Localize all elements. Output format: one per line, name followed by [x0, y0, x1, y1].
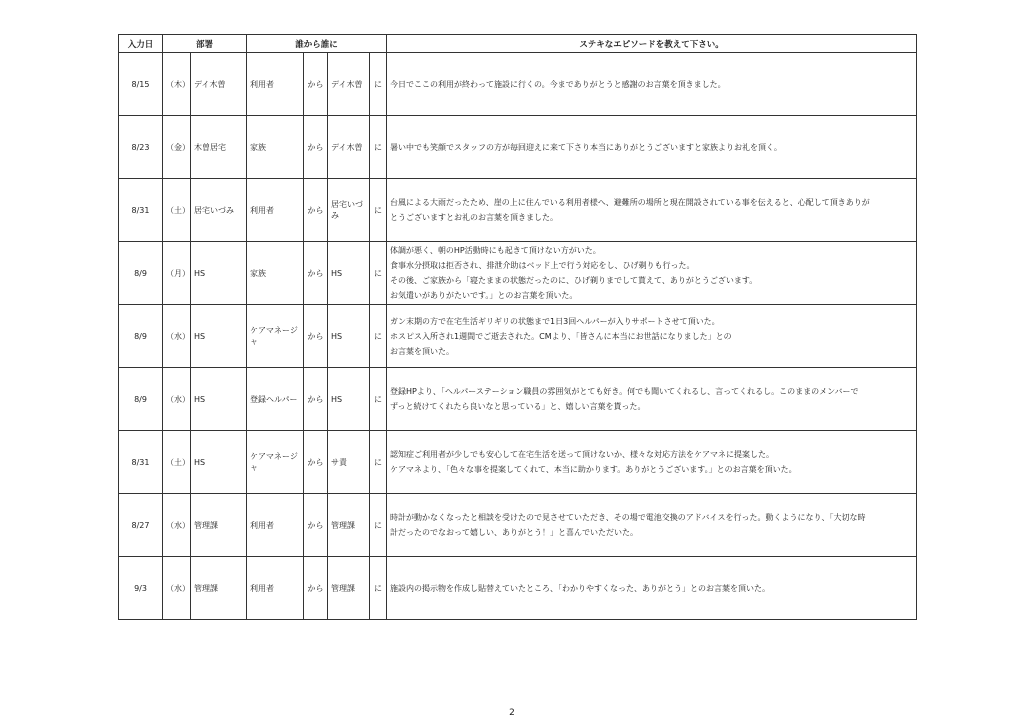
row-from-marker: から — [304, 116, 328, 179]
row-department: 管理課 — [191, 557, 247, 620]
episode-line: その後、ご家族から「寝たままの状態だったのに、ひげ剃りまでして貰えて、ありがとうございます。 — [390, 276, 758, 285]
row-episode — [387, 305, 917, 368]
header-date: 入力日 — [119, 35, 163, 53]
episode-line: 計だったのでなおって嬉しい、ありがとう！」と喜んでいただいた。 — [390, 528, 639, 537]
row-from-marker: から — [304, 53, 328, 116]
episode-line: とうございますとお礼のお言葉を頂きました。 — [390, 213, 559, 222]
row-weekday: （水） — [163, 557, 191, 620]
header-department: 部署 — [163, 35, 247, 53]
row-from: 利用者 — [247, 557, 304, 620]
table-row — [119, 242, 917, 305]
episode-line: 今日でここの利用が終わって施設に行くの。今までありがとうと感謝のお言葉を頂きました。 — [390, 79, 726, 89]
row-to-marker: に — [370, 431, 387, 494]
row-to: 居宅いづみ — [328, 179, 370, 242]
row-date: 8/23 — [119, 116, 163, 179]
row-to: デイ木曽 — [328, 53, 370, 116]
row-weekday: （土） — [163, 431, 191, 494]
row-to-marker: に — [370, 557, 387, 620]
header-row — [119, 35, 917, 53]
episode-line: 暑い中でも笑顔でスタッフの方が毎回迎えに来て下さり本当にありがとうございますと家族よりお礼を頂く。 — [390, 142, 782, 152]
row-from-marker: から — [304, 179, 328, 242]
page-number: 2 — [509, 708, 515, 718]
row-from-marker: から — [304, 368, 328, 431]
row-department: HS — [191, 431, 247, 494]
header-who: 誰から誰に — [247, 35, 387, 53]
row-department: 管理課 — [191, 494, 247, 557]
row-date: 9/3 — [119, 557, 163, 620]
row-date: 8/9 — [119, 368, 163, 431]
row-episode — [387, 431, 917, 494]
row-to-marker: に — [370, 242, 387, 305]
row-from-marker: から — [304, 242, 328, 305]
table-row — [119, 494, 917, 557]
row-to-marker: に — [370, 179, 387, 242]
episode-table — [118, 34, 917, 620]
row-episode — [387, 53, 917, 116]
episode-line: 台風による大雨だったため、崖の上に住んでいる利用者様へ、避難所の場所と現在開設されている事を伝えると、心配して頂きありが — [390, 198, 870, 207]
row-from-marker: から — [304, 305, 328, 368]
row-from-marker: から — [304, 494, 328, 557]
table-row — [119, 53, 917, 116]
row-from-marker: から — [304, 431, 328, 494]
row-to: サ責 — [328, 431, 370, 494]
table-row — [119, 431, 917, 494]
episode-line: 体調が悪く、朝のHP活動時にも起きて頂けない方がいた。 — [390, 246, 601, 255]
row-episode — [387, 242, 917, 305]
row-from: 登録ヘルパー — [247, 368, 304, 431]
row-date: 8/31 — [119, 179, 163, 242]
row-department: 木曽居宅 — [191, 116, 247, 179]
header-episode: ステキなエピソードを教えて下さい。 — [387, 35, 917, 53]
table-row — [119, 305, 917, 368]
row-weekday: （月） — [163, 242, 191, 305]
row-episode — [387, 494, 917, 557]
row-to-marker: に — [370, 368, 387, 431]
episode-line: ケアマネより、「色々な事を提案してくれて、本当に助かります。ありがとうございます。」とのお言葉を頂いた。 — [390, 465, 797, 474]
episode-line: 認知症ご利用者が少しでも安心して在宅生活を送って頂けないか、様々な対応方法をケアマネに提案した。 — [390, 450, 775, 459]
row-to: 管理課 — [328, 494, 370, 557]
row-from: ケアマネージャ — [247, 431, 304, 494]
episode-line: 施設内の掲示物を作成し貼替えていたところ、「わかりやすくなった、ありがとう」とのお言葉を頂いた。 — [390, 583, 771, 593]
table-row — [119, 557, 917, 620]
row-from: 家族 — [247, 242, 304, 305]
row-to: HS — [328, 368, 370, 431]
row-from: 利用者 — [247, 179, 304, 242]
row-date: 8/15 — [119, 53, 163, 116]
row-to: 管理課 — [328, 557, 370, 620]
episode-line: ずっと続けてくれたら良いなと思っている」と、嬉しい言葉を貰った。 — [390, 402, 646, 411]
table-row — [119, 368, 917, 431]
row-from: 利用者 — [247, 494, 304, 557]
row-episode — [387, 557, 917, 620]
table-row — [119, 116, 917, 179]
row-department: HS — [191, 242, 247, 305]
episode-line: お言葉を頂いた。 — [390, 346, 455, 356]
row-from: 家族 — [247, 116, 304, 179]
episode-line: 時計が動かなくなったと相談を受けたので見させていただき、その場で電池交換のアドバイスを行った。動くようになり、「大切な時 — [390, 513, 866, 522]
row-date: 8/9 — [119, 242, 163, 305]
row-to-marker: に — [370, 494, 387, 557]
row-weekday: （木） — [163, 53, 191, 116]
row-to: HS — [328, 242, 370, 305]
row-date: 8/27 — [119, 494, 163, 557]
row-weekday: （水） — [163, 494, 191, 557]
row-episode — [387, 368, 917, 431]
row-to: デイ木曽 — [328, 116, 370, 179]
table-row — [119, 179, 917, 242]
row-department: デイ木曽 — [191, 53, 247, 116]
row-department: 居宅いづみ — [191, 179, 247, 242]
row-to-marker: に — [370, 116, 387, 179]
row-weekday: （土） — [163, 179, 191, 242]
row-date: 8/9 — [119, 305, 163, 368]
row-department: HS — [191, 305, 247, 368]
row-from-marker: から — [304, 557, 328, 620]
row-episode — [387, 116, 917, 179]
row-to-marker: に — [370, 305, 387, 368]
episode-line: 登録HPより、「ヘルパーステーション職員の雰囲気がとても好き。何でも聞いてくれるし、言ってくれるし。このままのメンバーで — [390, 387, 859, 396]
row-to: HS — [328, 305, 370, 368]
row-department: HS — [191, 368, 247, 431]
episode-line: ガン末期の方で在宅生活ギリギリの状態まで1日3回ヘルパーが入りサポートさせて頂いた。 — [390, 316, 720, 326]
row-weekday: （水） — [163, 305, 191, 368]
row-weekday: （水） — [163, 368, 191, 431]
row-from: ケアマネージャ — [247, 305, 304, 368]
row-to-marker: に — [370, 53, 387, 116]
episode-line: 食事水分摂取は拒否され、排泄介助はベッド上で行う対応をし、ひげ剃りも行った。 — [390, 261, 695, 270]
row-from: 利用者 — [247, 53, 304, 116]
episode-line: お気遣いがありがたいです。」とのお言葉を頂いた。 — [390, 291, 578, 300]
episode-line: ホスピス入所され1週間でご逝去された。CMより、「皆さんに本当にお世話になりました」との — [390, 331, 732, 341]
row-episode — [387, 179, 917, 242]
row-date: 8/31 — [119, 431, 163, 494]
row-weekday: （金） — [163, 116, 191, 179]
